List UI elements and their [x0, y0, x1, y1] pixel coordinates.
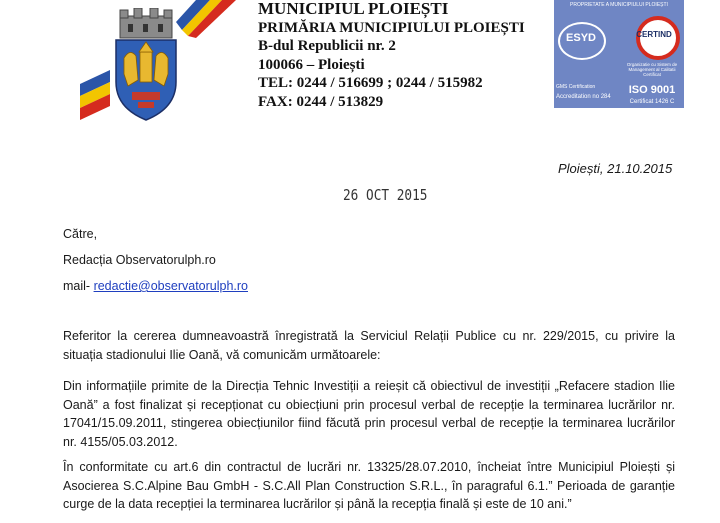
tricolor-ribbon-right [176, 0, 238, 38]
letterhead [258, 0, 525, 111]
postal-city: 100066 – Ploiești [258, 56, 365, 73]
certind-logo: CERTIND [636, 30, 672, 39]
cert-top-label: PROPRIETATE A MUNICIPIULUI PLOIEȘTI [570, 2, 668, 8]
mail-label: mail- [63, 279, 94, 293]
iso-label: ISO 9001 [628, 84, 676, 96]
certind-sub: Organizatie cu Sistem de Management al Calitatii Certificat [626, 62, 678, 77]
recipient-name: Redacția Observatorulph.ro [63, 253, 216, 267]
salutation: Către, [63, 227, 98, 241]
certificate-number: Certificat 1426 C [629, 99, 675, 105]
esyd-logo-text: ESYD [566, 32, 596, 44]
office-name: PRIMĂRIA MUNICIPIULUI PLOIEȘTI [258, 19, 525, 36]
paragraph-intro: Referitor la cererea dumneavoastră înregistrată la Serviciul Relații Publice cu nr. 229/2015, cu privire la situația stadionului Ilie Oană, vă comunicăm următoarele: [63, 329, 675, 362]
paragraph-investment: Din informațiile primite de la Direcția Tehnic Investiții a reieșit că obiectivul de investiții „Refacere stadion Ilie Oană” a fost finalizat și recepționat cu obiecțiuni prin procesul verbal de recepție la terminarea lucrărilor nr. 17041/15.09.2011, stingerea obiecțiunilor fiind făcută prin procesul verbal de recepție la terminarea lucrărilor nr. 4155/05.03.2012. [63, 379, 675, 449]
coat-of-arms-icon [110, 8, 182, 124]
fax-number: FAX: 0244 / 513829 [258, 93, 384, 110]
municipality-name: MUNICIPIUL PLOIEȘTI [258, 0, 449, 18]
mail-link[interactable]: redactie@observatorulph.ro [93, 279, 248, 293]
place-date: Ploiești, 21.10.2015 [558, 161, 673, 176]
registration-stamp-date: 26 OCT 2015 [343, 186, 428, 204]
paragraph-contract: În conformitate cu art.6 din contractul de lucrări nr. 13325/28.07.2010, încheiat între Municipiul Ploiești și Asocierea S.C.Alpine Bau GmbH - S.C.All Plan Construction S.R.L., în paragraful 6.1.” Perioada de garanție curge de la data recepției la terminarea lucrărilor și până la recepția finală și este de 10 ani.” [63, 460, 675, 511]
street-address: B-dul Republicii nr. 2 [258, 38, 396, 54]
certification-block [554, 0, 684, 108]
esyd-sub: GMS Certification [556, 84, 596, 90]
esyd-accreditation: Accreditation no 284 [556, 94, 611, 100]
phone-numbers: TEL: 0244 / 516699 ; 0244 / 515982 [258, 75, 483, 91]
recipient-mail [63, 279, 248, 293]
